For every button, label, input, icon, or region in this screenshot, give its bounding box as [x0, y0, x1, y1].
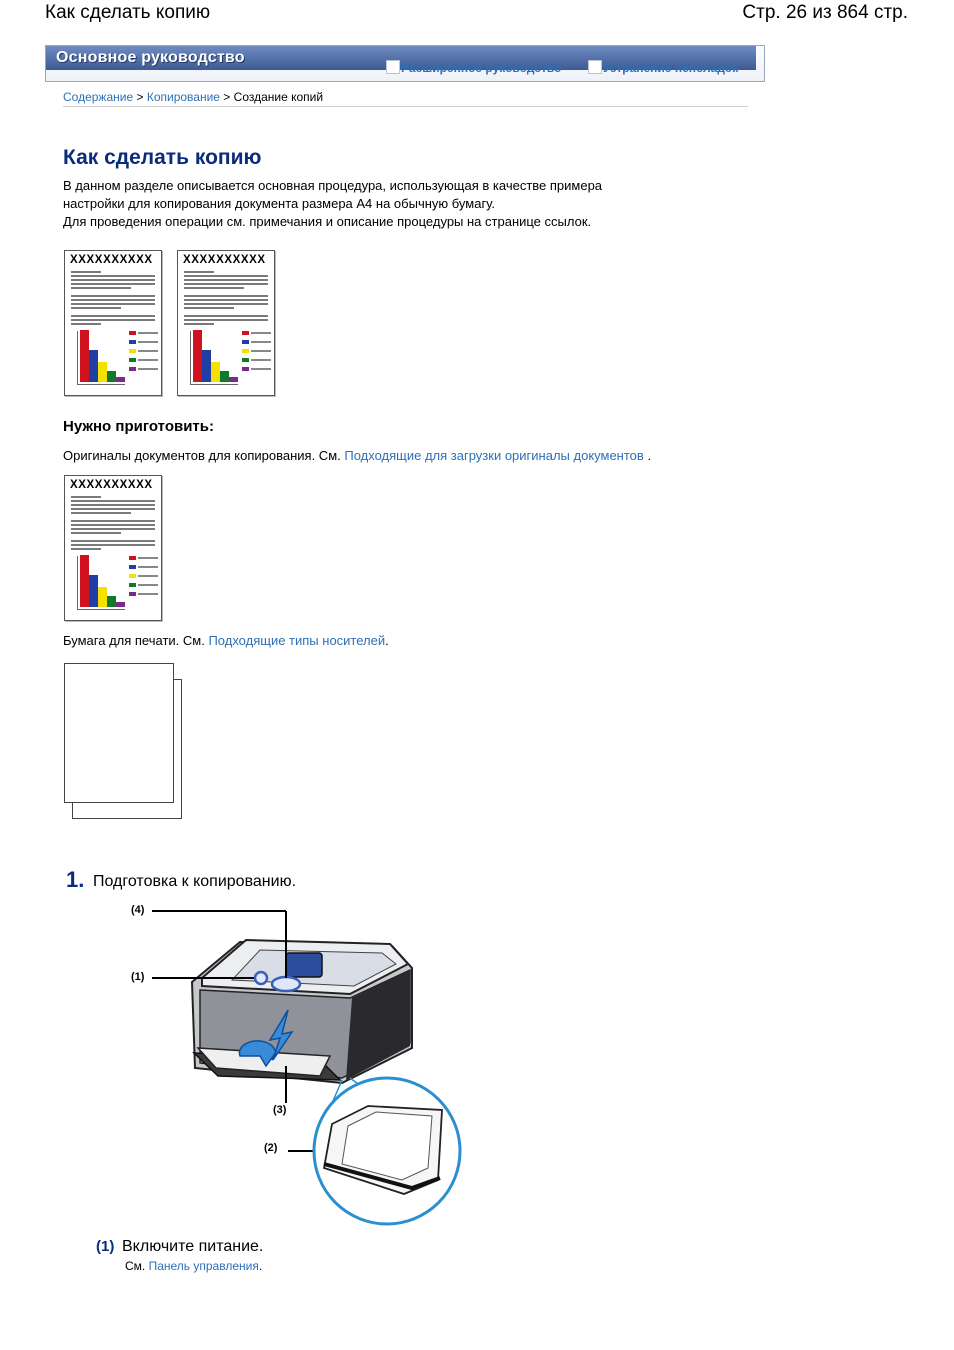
- troubleshooting-icon: [588, 60, 602, 74]
- paper-end: .: [385, 633, 389, 648]
- troubleshooting-link[interactable]: Устранение неполадок: [588, 60, 738, 75]
- doc-text-line: [71, 500, 155, 502]
- doc-legend-text: [251, 359, 271, 361]
- callout-label-4: (4): [131, 904, 145, 916]
- doc-text-line: [71, 319, 155, 321]
- paper-sheet-front: [64, 663, 174, 803]
- doc-legend-text: [138, 332, 158, 334]
- doc-text-line: [71, 283, 155, 285]
- doc-chart-bar: [89, 575, 98, 607]
- doc-legend-swatch: [129, 556, 136, 560]
- doc-legend-text: [138, 368, 158, 370]
- doc-text-line: [184, 319, 268, 321]
- doc-text-line: [71, 512, 131, 514]
- doc-chart-baseline: [77, 384, 125, 385]
- substep-ref-prefix: См.: [125, 1259, 146, 1273]
- breadcrumb-separator: >: [133, 90, 147, 104]
- advanced-guide-link[interactable]: Расширенное руководство: [386, 60, 561, 75]
- doc-chart-bar: [211, 362, 220, 382]
- power-button-highlight: [255, 972, 267, 984]
- doc-chart-bar: [107, 371, 116, 382]
- step-text: Подготовка к копированию.: [93, 873, 297, 890]
- doc-text-line: [71, 504, 155, 506]
- doc-legend-text: [251, 332, 271, 334]
- doc-text-line: [184, 271, 214, 273]
- breadcrumb-current: Создание копий: [233, 90, 324, 104]
- intro-line-1: В данном разделе описывается основная процедура, использующая в качестве примера: [63, 178, 603, 193]
- intro-line-2: настройки для копирования документа размера А4 на обычную бумагу.: [63, 196, 495, 211]
- intro-line-3: Для проведения операции см. примечания и описание процедуры на странице ссылок.: [63, 214, 592, 229]
- guide-name: Основное руководство: [56, 49, 245, 66]
- doc-chart-axis: [190, 331, 191, 385]
- control-panel-link[interactable]: Панель управления: [148, 1259, 259, 1273]
- doc-text-line: [71, 548, 101, 550]
- doc-legend-swatch: [242, 331, 249, 335]
- paper-types-link[interactable]: Подходящие типы носителей: [208, 633, 386, 648]
- doc-legend-text: [251, 350, 271, 352]
- doc-text-line: [184, 279, 268, 281]
- doc-chart-bar: [98, 362, 107, 382]
- navigation-button-highlight: [272, 977, 300, 991]
- doc-text-line: [71, 303, 155, 305]
- doc-legend-swatch: [129, 349, 136, 353]
- doc-legend-text: [138, 341, 158, 343]
- doc-legend-text: [138, 575, 158, 577]
- doc-legend-text: [138, 566, 158, 568]
- doc-legend-text: [138, 593, 158, 595]
- doc-legend-text: [138, 557, 158, 559]
- needs-heading: Нужно приготовить:: [63, 418, 214, 435]
- doc-text-line: [71, 279, 155, 281]
- guide-banner: [45, 45, 765, 82]
- doc-legend-swatch: [129, 592, 136, 596]
- page-header-title: Как сделать копию: [45, 2, 211, 23]
- doc-legend-text: [138, 584, 158, 586]
- doc-chart-bar: [80, 330, 89, 382]
- doc-text-line: [71, 307, 121, 309]
- printer-lcd: [286, 953, 322, 977]
- doc-text-line: [71, 323, 101, 325]
- doc-chart-bar: [116, 602, 125, 607]
- doc-text-line: [71, 508, 155, 510]
- doc-legend-swatch: [129, 583, 136, 587]
- doc-chart-bar: [98, 587, 107, 607]
- doc-text-line: [184, 315, 268, 317]
- advanced-guide-icon: [386, 60, 400, 74]
- doc-legend-swatch: [242, 358, 249, 362]
- doc-chart-baseline: [190, 384, 238, 385]
- doc-header-text: XXXXXXXXXX: [183, 254, 266, 266]
- printer-illustration: [120, 898, 470, 1233]
- doc-text-line: [184, 283, 268, 285]
- originals-link[interactable]: Подходящие для загрузки оригиналы документов: [344, 448, 644, 463]
- breadcrumb: [63, 90, 748, 107]
- doc-legend-text: [138, 350, 158, 352]
- substep-reference: [125, 1259, 262, 1273]
- doc-text-line: [71, 544, 155, 546]
- doc-chart-bar: [193, 330, 202, 382]
- doc-chart-bar: [220, 371, 229, 382]
- doc-text-line: [71, 271, 101, 273]
- originals-end: .: [647, 448, 652, 463]
- callout-label-2: (2): [264, 1142, 278, 1154]
- document-thumbnail-original: [64, 250, 162, 396]
- doc-text-line: [184, 287, 244, 289]
- doc-chart-bar: [89, 350, 98, 382]
- doc-text-line: [71, 295, 155, 297]
- callout-label-3: (3): [273, 1104, 287, 1116]
- doc-header-text: XXXXXXXXXX: [70, 479, 153, 491]
- breadcrumb-copying-link[interactable]: Копирование: [146, 90, 220, 104]
- paper-line: [63, 632, 389, 650]
- doc-chart-axis: [77, 556, 78, 610]
- callout-label-1: (1): [131, 971, 145, 983]
- doc-chart-bar: [107, 596, 116, 607]
- doc-legend-swatch: [129, 331, 136, 335]
- substep-ref-end: .: [258, 1259, 263, 1273]
- doc-legend-swatch: [129, 565, 136, 569]
- doc-text-line: [71, 520, 155, 522]
- doc-chart-bar: [116, 377, 125, 382]
- doc-legend-swatch: [129, 574, 136, 578]
- doc-legend-swatch: [242, 367, 249, 371]
- doc-text-line: [71, 315, 155, 317]
- doc-text-line: [71, 287, 131, 289]
- page-title: Как сделать копию: [63, 146, 262, 169]
- substep-text: Включите питание.: [122, 1238, 264, 1255]
- doc-chart-bar: [202, 350, 211, 382]
- step-number: 1.: [66, 867, 85, 892]
- doc-legend-text: [251, 341, 271, 343]
- doc-text-line: [184, 303, 268, 305]
- document-thumbnail-copy: [177, 250, 275, 396]
- doc-text-line: [71, 275, 155, 277]
- breadcrumb-contents-link[interactable]: Содержание: [63, 90, 134, 104]
- doc-legend-text: [138, 359, 158, 361]
- originals-text: Оригиналы документов для копирования. См.: [63, 448, 341, 463]
- doc-legend-swatch: [129, 358, 136, 362]
- doc-text-line: [184, 295, 268, 297]
- document-thumbnail-original-sample: [64, 475, 162, 621]
- doc-text-line: [71, 524, 155, 526]
- doc-text-line: [184, 323, 214, 325]
- page-indicator: Стр. 26 из 864 стр.: [742, 2, 908, 23]
- doc-text-line: [71, 528, 155, 530]
- doc-chart-bar: [229, 377, 238, 382]
- doc-legend-swatch: [242, 349, 249, 353]
- doc-text-line: [184, 275, 268, 277]
- doc-text-line: [71, 299, 155, 301]
- paper-text: Бумага для печати. См.: [63, 633, 205, 648]
- doc-chart-bar: [80, 555, 89, 607]
- originals-line: [63, 447, 651, 465]
- doc-legend-swatch: [129, 340, 136, 344]
- doc-text-line: [71, 540, 155, 542]
- doc-text-line: [184, 299, 268, 301]
- substep-number: (1): [96, 1238, 115, 1255]
- doc-text-line: [71, 496, 101, 498]
- doc-text-line: [184, 307, 234, 309]
- doc-chart-axis: [77, 331, 78, 385]
- doc-header-text: XXXXXXXXXX: [70, 254, 153, 266]
- doc-text-line: [71, 532, 121, 534]
- doc-chart-baseline: [77, 609, 125, 610]
- breadcrumb-separator: >: [219, 90, 234, 104]
- doc-legend-swatch: [129, 367, 136, 371]
- doc-legend-swatch: [242, 340, 249, 344]
- doc-legend-text: [251, 368, 271, 370]
